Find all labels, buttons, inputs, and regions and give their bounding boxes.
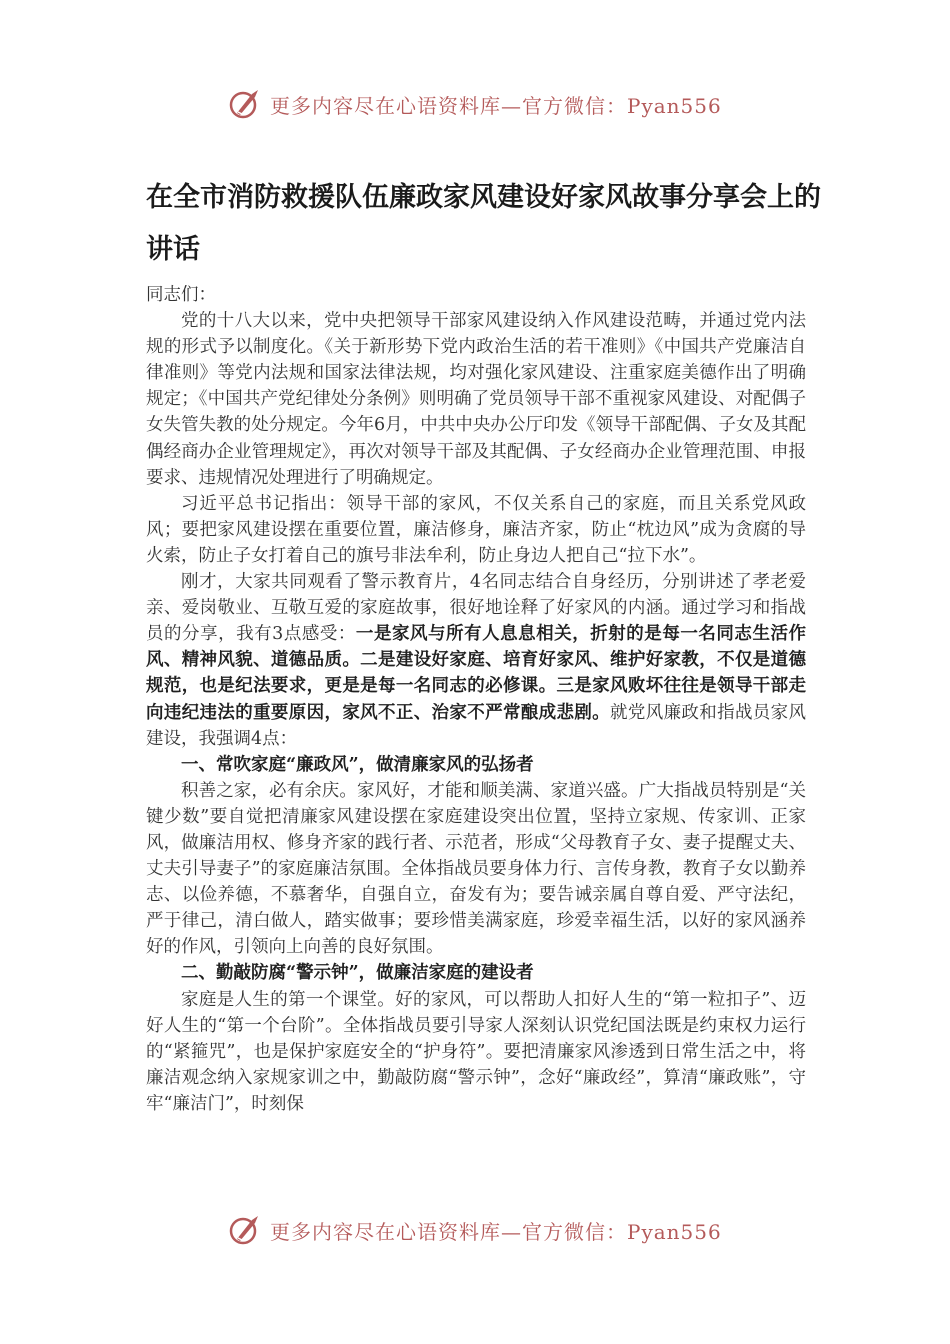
footer-watermark xyxy=(228,1210,722,1250)
paragraph-4: 积善之家，必有余庆。家风好，才能和顺美满、家道兴盛。广大指战员特别是“关键少数”要自觉把清廉家风建设摆在家庭建设突出位置，坚持立家规、传家训、正家风，做廉洁用权、修身齐家的践行者、示范者，形成“父母教育子女、妻子提醒丈夫、丈夫引导妻子”的家庭廉洁氛围。全体指战员要身体力行、言传身教，教育子女以勤养志、以俭养德，不慕奢华，自强自立，奋发有为；要告诫亲属自尊自爱、严守法纪，严于律己，清白做人，踏实做事；要珍惜美满家庭，珍爱幸福生活，以好的家风涵养好的作风，引领向上向善的良好氛围。 xyxy=(146,780,806,958)
watermark-text: 更多内容尽在心语资料库—官方微信：Pyan556 xyxy=(270,1219,722,1244)
document-body xyxy=(146,282,806,1117)
paragraph-3-intro: 刚才，大家共同观看了警示教育片，4名同志结合自身经历，分别讲述了孝老爱亲、爱岗敬业、互敬互爱的家庭故事，很好地诠释了好家风的内涵。通过学习和指战员的分享，我有3点感受： xyxy=(146,572,806,645)
paragraph-3-tail: 就党风廉政和指战员家风建设，我强调4点： xyxy=(146,702,807,749)
salutation: 同志们： xyxy=(146,285,216,305)
paragraph-5: 家庭是人生的第一个课堂。好的家风，可以帮助人扣好人生的“第一粒扣子”、迈好人生的“第一个台阶”。全体指战员要引导家人深刻认识党纪国法既是约束权力运行的“紧箍咒”，也是保护家庭安全的“护身符”。要把清廉家风渗透到日常生活之中，将廉洁观念纳入家规家训之中，勤敲防腐“警示钟”，念好“廉政经”，算清“廉政账”，守牢“廉洁门”，时刻保 xyxy=(146,989,806,1114)
pen-nib-logo-icon xyxy=(228,1212,264,1248)
paragraph-2: 习近平总书记指出：领导干部的家风，不仅关系自己的家庭，而且关系党风政风；要把家风建设摆在重要位置，廉洁修身，廉洁齐家，防止“枕边风”成为贪腐的导火索，防止子女打着自己的旗号非法牟利，防止身边人把自己“拉下水”。 xyxy=(146,493,806,566)
document-title: 在全市消防救援队伍廉政家风建设好家风故事分享会上的讲话 xyxy=(146,182,821,265)
watermark-text: 更多内容尽在心语资料库—官方微信：Pyan556 xyxy=(270,93,722,118)
pen-nib-logo-icon xyxy=(228,86,264,122)
paragraph-3-key-points: 一是家风与所有人息息相关，折射的是每一名同志生活作风、精神风貌、道德品质。二是建设好家庭、培育好家风、维护好家教，不仅是道德规范，也是纪法要求，更是是每一名同志的必修课。三是家风败坏往往是领导干部走向违纪违法的重要原因，家风不正、治家不严常酿成悲剧。 xyxy=(146,624,806,723)
paragraph-1: 党的十八大以来，党中央把领导干部家风建设纳入作风建设范畴，并通过党内法规的形式予以制度化。《关于新形势下党内政治生活的若干准则》《中国共产党廉洁自律准则》等党内法规和国家法律法规，均对强化家风建设、注重家庭美德作出了明确规定；《中国共产党纪律处分条例》则明确了党员领导干部不重视家风建设、对配偶子女失管失教的处分规定。今年6月，中共中央办公厅印发《领导干部配偶、子女及其配偶经商办企业管理规定》，再次对领导干部及其配偶、子女经商办企业管理范围、申报要求、违规情况处理进行了明确规定。 xyxy=(146,311,806,488)
header-watermark xyxy=(228,84,722,124)
section-heading-1: 一、常吹家庭“廉政风”，做清廉家风的弘扬者 xyxy=(181,754,534,775)
section-heading-2: 二、勤敲防腐“警示钟”，做廉洁家庭的建设者 xyxy=(181,963,534,984)
paragraph-3 xyxy=(146,569,806,752)
